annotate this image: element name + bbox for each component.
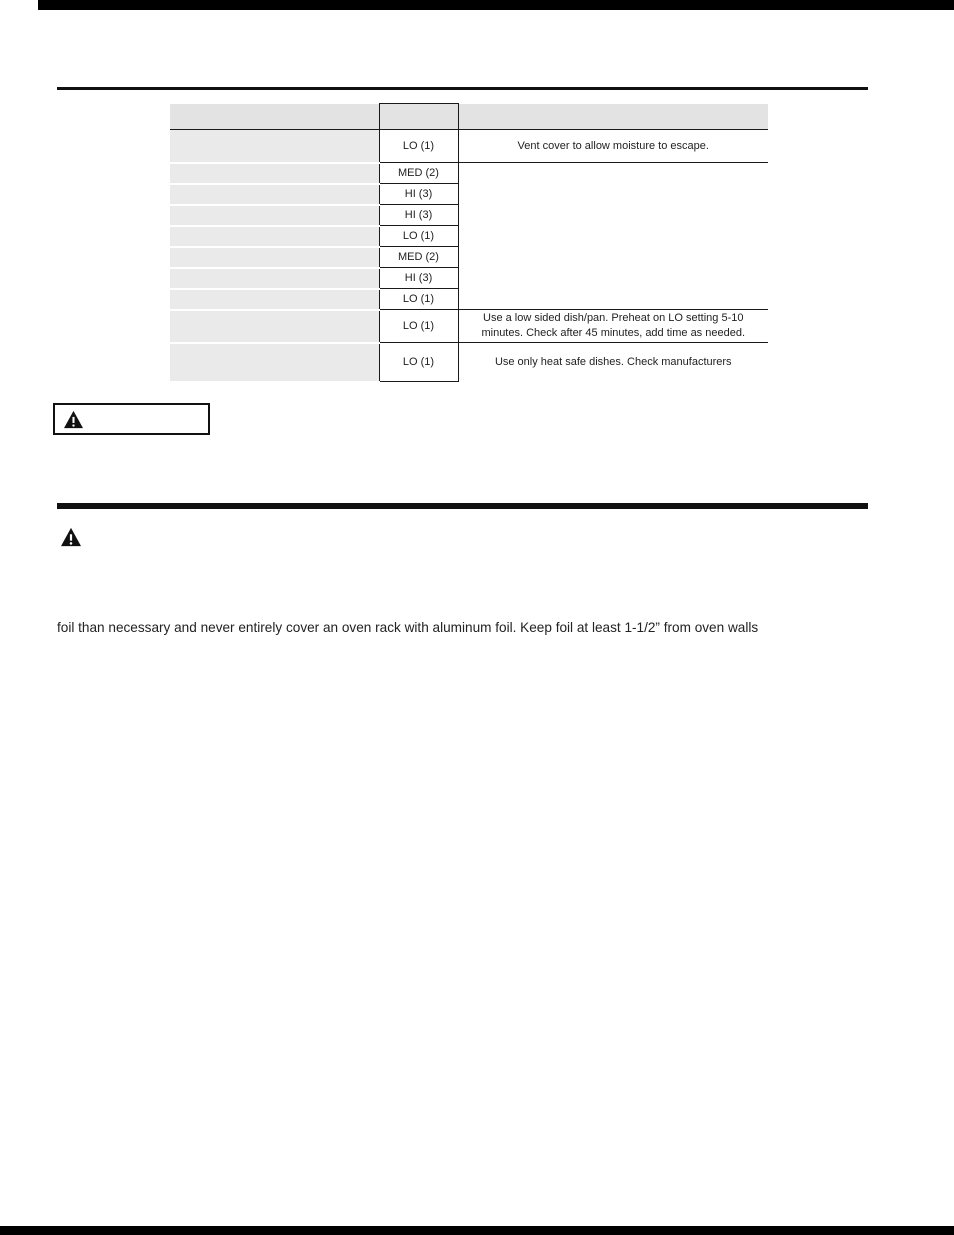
item-cell [170, 163, 379, 184]
note-cell [458, 226, 768, 247]
setting-cell: MED (2) [379, 247, 458, 268]
note-cell [458, 205, 768, 226]
setting-cell: LO (1) [379, 226, 458, 247]
table-row [170, 226, 768, 247]
table-row [170, 268, 768, 289]
note-cell: Use a low sided dish/pan. Preheat on LO setting 5-10 minutes. Check after 45 minutes, add time as needed. [458, 310, 768, 343]
setting-cell: LO (1) [379, 130, 458, 163]
setting-cell: HI (3) [379, 268, 458, 289]
note-header-cell [458, 104, 768, 130]
note-cell [458, 268, 768, 289]
page-top-edge [38, 0, 954, 10]
table-row [170, 184, 768, 205]
warning-icon [60, 527, 82, 547]
setting-header-cell [379, 104, 458, 130]
item-cell [170, 268, 379, 289]
note-cell: Use only heat safe dishes. Check manufacturers [458, 343, 768, 382]
table-row [170, 247, 768, 268]
setting-cell: HI (3) [379, 184, 458, 205]
setting-cell: MED (2) [379, 163, 458, 184]
cooking-settings-table [170, 103, 768, 383]
table-row [170, 205, 768, 226]
item-cell [170, 130, 379, 163]
item-cell [170, 310, 379, 343]
item-cell [170, 247, 379, 268]
page-bottom-edge [0, 1226, 954, 1235]
table-row [170, 343, 768, 382]
item-cell [170, 184, 379, 205]
note-cell [458, 184, 768, 205]
note-cell: Vent cover to allow moisture to escape. [458, 130, 768, 163]
warning-box [53, 403, 210, 435]
section-divider-thin [57, 87, 868, 90]
warning-icon [63, 410, 84, 429]
item-cell [170, 289, 379, 310]
note-cell [458, 289, 768, 310]
setting-cell: LO (1) [379, 343, 458, 382]
setting-cell: LO (1) [379, 289, 458, 310]
table-row [170, 289, 768, 310]
item-cell [170, 343, 379, 382]
section-divider-thick [57, 503, 868, 509]
table-row [170, 310, 768, 343]
body-paragraph: foil than necessary and never entirely cover an oven rack with aluminum foil. Keep foil at least 1-1/2” from oven walls [57, 620, 759, 635]
item-cell [170, 226, 379, 247]
setting-cell: HI (3) [379, 205, 458, 226]
table-header-row [170, 104, 768, 130]
item-cell [170, 205, 379, 226]
note-cell [458, 163, 768, 184]
table-row [170, 130, 768, 163]
setting-cell: LO (1) [379, 310, 458, 343]
item-header-cell [170, 104, 379, 130]
note-cell [458, 247, 768, 268]
table-row [170, 163, 768, 184]
